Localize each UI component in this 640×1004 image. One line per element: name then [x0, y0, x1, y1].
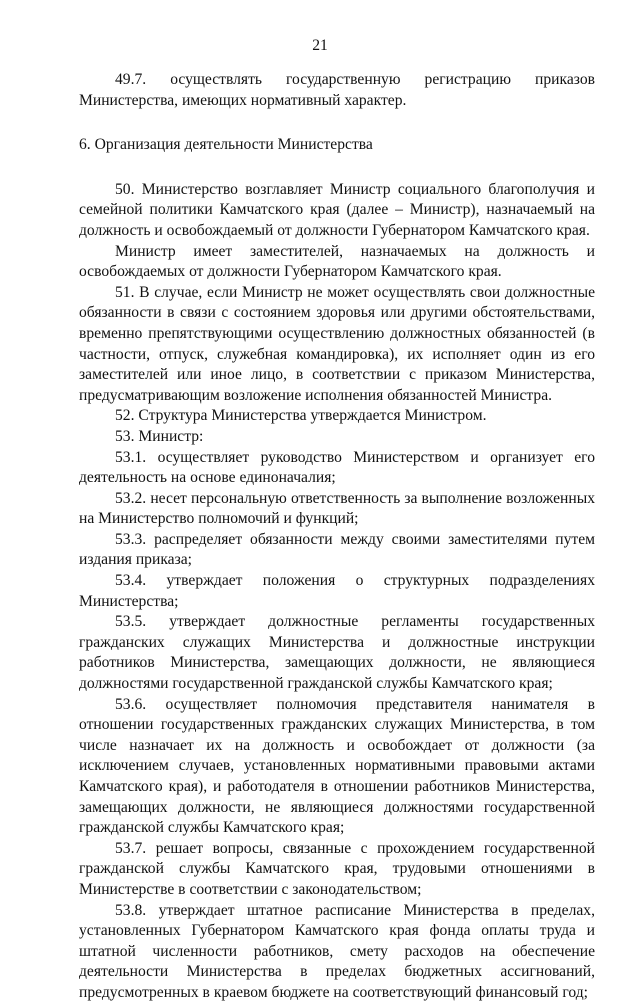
document-body — [79, 70, 595, 1004]
paragraph-52: 52. Структура Министерства утверждается Министром. — [115, 407, 487, 425]
paragraph-53-7: 53.7. решает вопросы, связанные с прохождением государственной гражданской службы Камчатского края, трудовыми отношениями в Министерстве в соответствии с законодательством; — [79, 839, 595, 898]
page-number: 21 — [312, 37, 328, 54]
paragraph-51: 51. В случае, если Министр не может осуществлять свои должностные обязанности в связи с состоянием здоровья или другими обстоятельствами, временно препятствующими осуществлению должностных обязанностей (в частности, отпуск, служебная командировка), их исполняет один из его заместителей или иное лицо, в соответствии с приказом Министерства, предусматривающим возложение исполнения обязанностей Министра. — [79, 283, 595, 404]
paragraph-53-8: 53.8. утверждает штатное расписание Министерства в пределах, установленных Губернатором Камчатского края фонда оплаты труда и штатной численности работников, смету расходов на обеспечение деятельности Министерства в пределах бюджетных ассигнований, предусмотренных в краевом бюджете на соответствующий финансовый год; — [79, 901, 595, 1001]
paragraph-53-1: 53.1. осуществляет руководство Министерством и организует его деятельность на основе единоначалия; — [79, 448, 595, 487]
paragraph-50: 50. Министерство возглавляет Министр социального благополучия и семейной политики Камчатского края (далее – Министр), назначаемый на должность и освобождаемый от должности Губернатором Камчатского края. — [79, 180, 595, 239]
paragraph-53: 53. Министр: — [115, 427, 204, 445]
paragraph-49-7: 49.7. осуществлять государственную регистрацию приказов Министерства, имеющих нормативный характер. — [79, 71, 595, 109]
paragraph-53-4: 53.4. утверждает положения о структурных подразделениях Министерства; — [79, 572, 595, 610]
paragraph-deputies: Министр имеет заместителей, назначаемых на должность и освобождаемых от должности Губернатором Камчатского края. — [79, 242, 595, 281]
section-heading: 6. Организация деятельности Министерства — [79, 136, 373, 154]
paragraph-53-2: 53.2. несет персональную ответственность за выполнение возложенных на Министерство полномочий и функций; — [79, 489, 595, 528]
paragraph-53-6: 53.6. осуществляет полномочия представителя нанимателя в отношении государственных гражданских служащих Министерства, в том числе назначает их на должность и освобождает от должности (за исключением случаев, установленных нормативными правовыми актами Камчатского края), и работодателя в отношении работников Министерства, замещающих должности, не являющиеся должностями государственной гражданской службы Камчатского края; — [79, 695, 595, 837]
paragraph-53-5: 53.5. утверждает должностные регламенты государственных гражданских служащих Министерства и должностные инструкции работников Министерства, замещающих должности, не являющиеся должностями государственной гражданской службы Камчатского края; — [79, 613, 595, 693]
paragraph-53-3: 53.3. распределяет обязанности между своими заместителями путем издания приказа; — [79, 530, 595, 569]
